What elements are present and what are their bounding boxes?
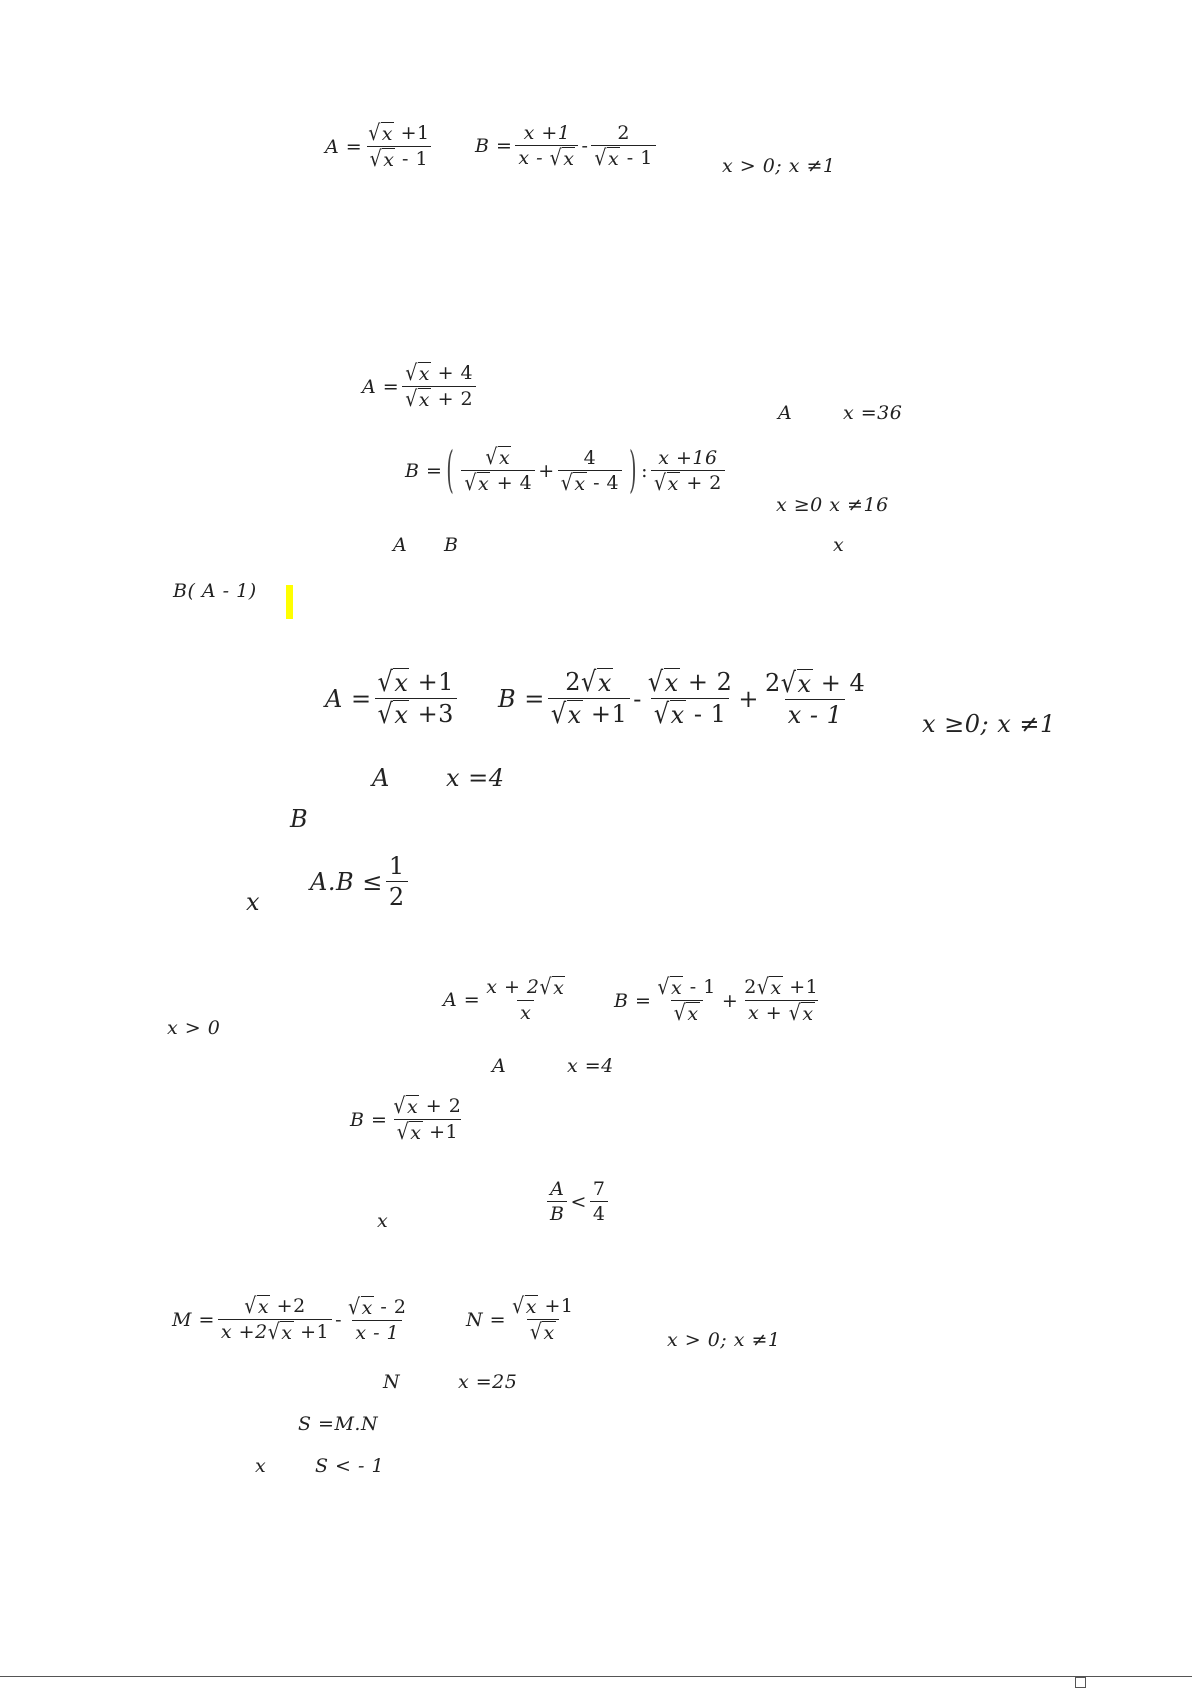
p3-b-fraction-3: 2 √ x + 4 x - 1	[764, 666, 866, 729]
p1-b-fraction-1: x +1 x - √ x	[515, 122, 578, 170]
p3-x-label: x	[246, 888, 261, 916]
p3-a-fraction: √ x +1 √ x +3	[375, 668, 457, 729]
p4-a-value: x =4	[567, 1055, 614, 1077]
p3-condition: x ≥0; x ≠1	[922, 710, 1056, 738]
p4-prove-b: B = √ x + 2 √ x +1	[350, 1093, 462, 1145]
p2-q-x: x	[833, 534, 845, 556]
p5-n-label: N	[383, 1371, 401, 1393]
p5-n-value: x =25	[458, 1371, 518, 1393]
p5-m-fraction-2: √ x - 2 x - 1	[348, 1293, 407, 1344]
p2-expression: B( A - 1)	[173, 580, 257, 602]
p3-formula-a: A = √ x +1 √ x +3	[325, 668, 460, 729]
p4-a-fraction: x + 2 √ x x	[486, 974, 565, 1024]
p2-a-label: A	[778, 402, 793, 424]
p1-formula-a	[325, 122, 436, 171]
p5-condition: x > 0; x ≠1	[667, 1329, 781, 1351]
p3-a-value: x =4	[446, 764, 505, 792]
p5-s-inequality: S < - 1	[315, 1455, 385, 1477]
p4-formula-b: B = √ x - 1 √ x + 2 √ x +1 x + √ x	[614, 976, 824, 1025]
p4-x-label: x	[377, 1210, 389, 1232]
p5-s-definition: S =M.N	[298, 1413, 379, 1435]
p3-a-label: A	[372, 764, 390, 792]
p2-b-fraction-1: √ x √ x + 4	[461, 446, 535, 495]
p1-condition: x > 0; x ≠1	[722, 155, 836, 177]
p5-x-label: x	[255, 1455, 267, 1477]
p1-formula-b	[475, 122, 659, 170]
p4-formula-a: A = x + 2 √ x x	[443, 976, 571, 1024]
p3-b-label: B	[290, 805, 309, 833]
p1-b-lhs: B =	[475, 135, 513, 157]
p5-m-fraction-1: √ x +2 x +2 √ x +1	[218, 1295, 332, 1344]
p2-formula-b: B = ( √ x √ x + 4 + 4 √ x - 4 ) : x +16 √ x + 2	[405, 446, 728, 495]
p3-b-fraction-2: √ x + 2 √ x - 1	[647, 665, 733, 731]
p2-formula-a: A = √ x + 4 √ x + 2	[362, 362, 479, 411]
highlight-mark	[286, 585, 293, 619]
p2-q-b: B	[444, 534, 459, 556]
p4-a-label: A	[492, 1055, 507, 1077]
p2-b-fraction-3: x +16 √ x + 2	[651, 447, 725, 495]
p1-b-fraction-2: 2 √ x - 1	[591, 122, 655, 170]
p4-b-fraction-2: 2 √ x +1 x + √ x	[744, 974, 819, 1026]
p4-condition: x > 0	[167, 1017, 221, 1039]
page-corner-mark	[1075, 1677, 1086, 1688]
p1-a-fraction: √ x +1 √ x - 1	[368, 120, 430, 172]
p3-b-fraction-1: 2 √ x √ x +1	[548, 668, 630, 729]
p2-a-fraction: √ x + 4 √ x + 2	[402, 362, 476, 411]
page-bottom-rule	[0, 1676, 1192, 1677]
p4-ratio-inequality: $\frac{A}{B}$ < $\frac{7}{4}$	[544, 1178, 611, 1225]
p2-b-fraction-2: 4 √ x - 4	[558, 447, 622, 495]
p5-formula-n: N = √ x +1 √ x	[466, 1293, 574, 1345]
p2-a-value: x =36	[843, 402, 903, 424]
p3-inequality: A.B ≤ $\frac{1}{2}$	[310, 852, 411, 911]
p2-condition: x ≥0 x ≠16	[776, 494, 889, 516]
p3-formula-b: B = 2 √ x √ x +1 - √ x + 2 √ x - 1 + 2 √ x + 4 x - 1	[498, 668, 871, 729]
p1-minus: -	[581, 135, 589, 157]
p1-a-lhs: A =	[325, 135, 363, 158]
p2-q-a: A	[393, 534, 408, 556]
p5-formula-m: M = √ x +2 x +2 √ x +1 - √ x - 2 x - 1	[172, 1295, 412, 1344]
p4-b-fraction-1: √ x - 1 √ x	[657, 974, 716, 1026]
